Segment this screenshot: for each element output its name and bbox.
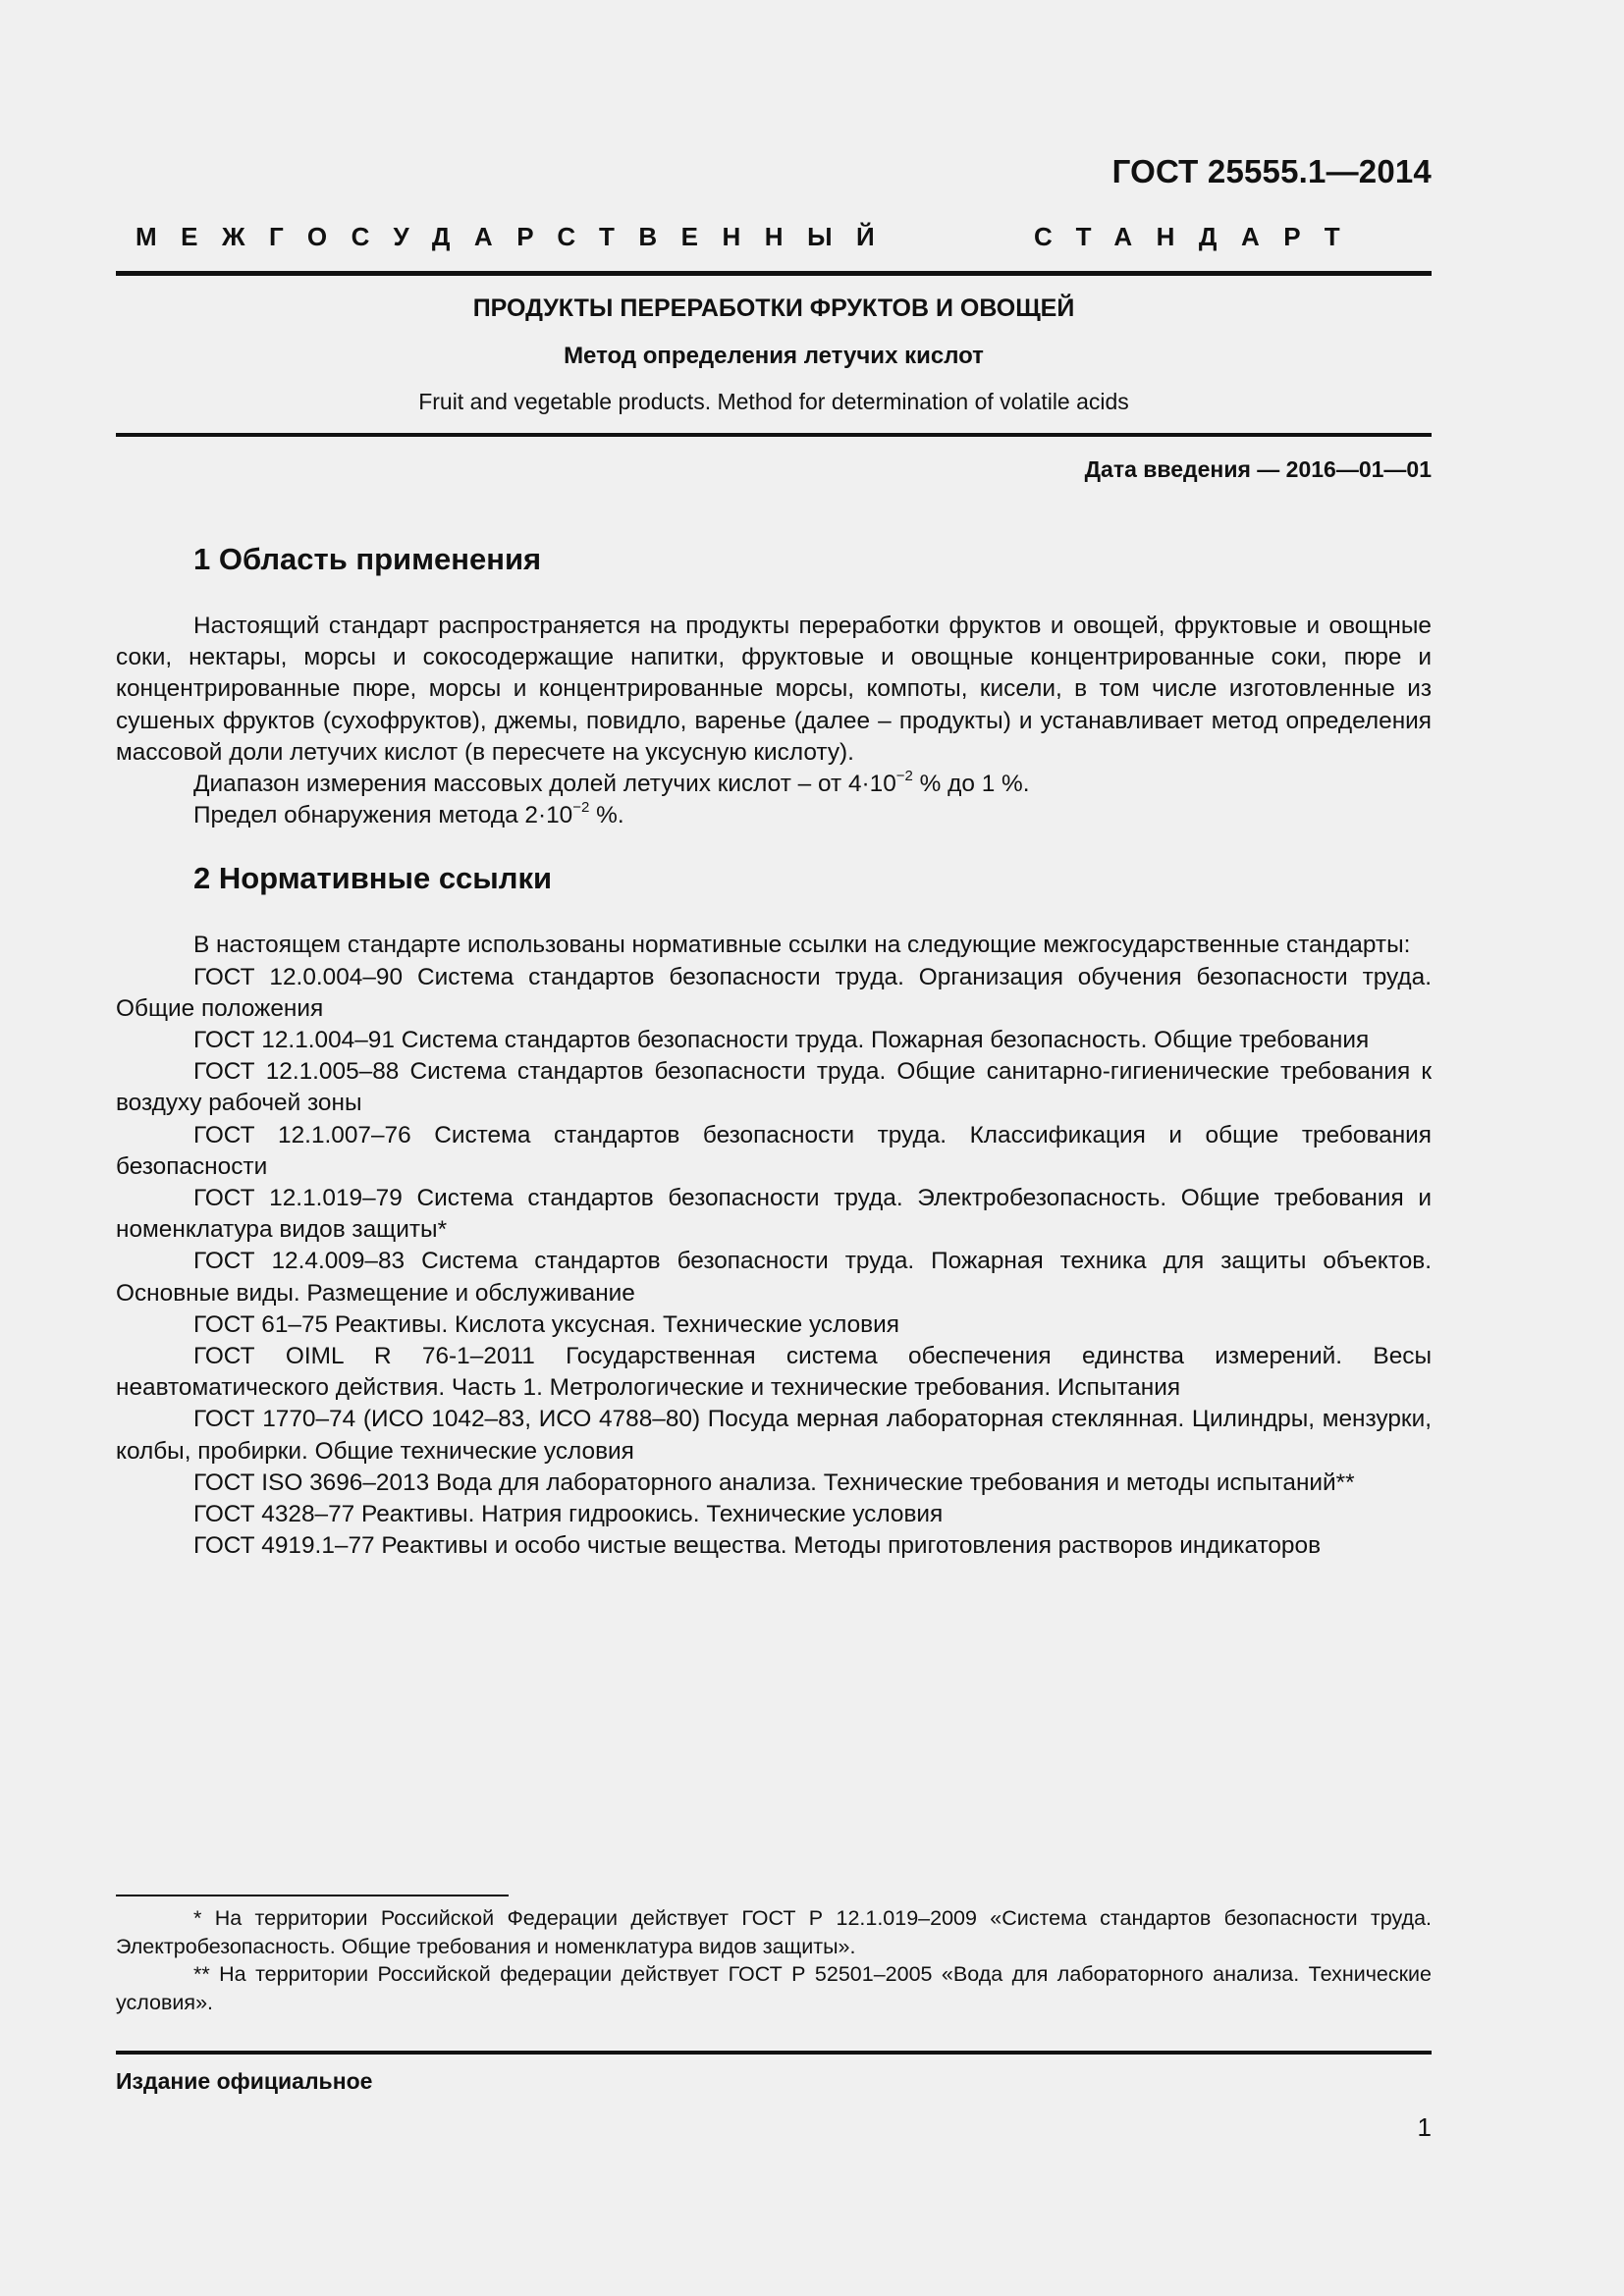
reference-item: ГОСТ ISO 3696–2013 Вода для лабораторного анализа. Технические требования и методы испытаний** [193,1468,1355,1496]
introduction-date: Дата введения — 2016—01—01 [1084,456,1432,482]
reference-item: ГОСТ 4919.1–77 Реактивы и особо чистые вещества. Методы приготовления растворов индикаторов [193,1532,1322,1560]
measurement-range: Диапазон измерения массовых долей летучих кислот – от $4\cdot 10^{-2}$ % до 1 %. [193,767,1030,798]
document-subtitle: Метод определения летучих кислот [564,343,984,369]
standard-word: СТАНДАРТ [1034,222,1365,251]
document-title: ПРОДУКТЫ ПЕРЕРАБОТКИ ФРУКТОВ И ОВОЩЕЙ [472,294,1075,322]
footer-rule [116,2051,1432,2055]
reference-item: ГОСТ 12.0.004–90 Система стандартов безопасности труда. Организация обучения безопасности труда. Общие положения [116,963,1432,1022]
references-intro: В настоящем стандарте использованы нормативные ссылки на следующие межгосударственные стандарты: [193,932,1411,959]
footnotes [116,1904,1432,2016]
reference-item: ГОСТ 4328–77 Реактивы. Натрия гидроокись. Технические условия [193,1501,944,1528]
footnote-item: ** На территории Российской федерации действует ГОСТ Р 52501–2005 «Вода для лабораторного анализа. Технические условия». [116,1962,1432,2014]
scope-paragraph: Настоящий стандарт распространяется на продукты переработки фруктов и овощей, фруктовые и овощные соки, нектары, морсы и сокосодержащие напитки, фруктовые и овощные концентрированные соки, пюре и концентрированные пюре, морсы и концентрированные морсы, компоты, кисели, в том числе изготовленные из сушеных фруктов (сухофруктов), джемы, повидло, варенье (далее – продукты) и устанавливает метод определения массовой доли летучих кислот (в пересчете на уксусную кислоту). [116,613,1432,766]
footnote-item: * На территории Российской Федерации действует ГОСТ Р 12.1.019–2009 «Система стандартов безопасности труда. Электробезопасность. Общие требования и номенклатура видов защиты». [116,1906,1432,1958]
reference-item: ГОСТ 1770–74 (ИСО 1042–83, ИСО 4788–80) Посуда мерная лабораторная стеклянная. Цилиндры, мензурки, колбы, пробирки. Общие технические условия [116,1406,1432,1465]
reference-item: ГОСТ 61–75 Реактивы. Кислота уксусная. Технические условия [193,1310,899,1338]
section-1-heading: 1 Область применения [193,542,542,576]
section-2-heading: 2 Нормативные ссылки [193,861,553,896]
title-rule [116,433,1432,437]
english-title: Fruit and vegetable products. Method for determination of volatile acids [418,389,1129,414]
edition-label: Издание официальное [116,2068,373,2094]
footnote-separator [116,1895,509,1896]
reference-item: ГОСТ OIML R 76-1–2011 Государственная система обеспечения единства измерений. Весы неавтоматического действия. Часть 1. Метрологические и технические требования. Испытания [116,1343,1432,1402]
reference-item: ГОСТ 12.1.005–88 Система стандартов безопасности труда. Общие санитарно-гигиенические требования к воздуху рабочей зоны [116,1058,1432,1117]
interstate-word: МЕЖГОСУДАРСТВЕННЫЙ [135,222,899,251]
header-rule [116,271,1432,276]
reference-item: ГОСТ 12.1.019–79 Система стандартов безопасности труда. Электробезопасность. Общие требования и номенклатура видов защиты* [116,1185,1432,1244]
reference-item: ГОСТ 12.1.004–91 Система стандартов безопасности труда. Пожарная безопасность. Общие требования [193,1027,1370,1054]
reference-item: ГОСТ 12.1.007–76 Система стандартов безопасности труда. Классификация и общие требования безопасности [116,1121,1432,1180]
reference-item: ГОСТ 12.4.009–83 Система стандартов безопасности труда. Пожарная техника для защиты объектов. Основные виды. Размещение и обслуживание [116,1248,1432,1307]
standard-number: ГОСТ 25555.1—2014 [1111,153,1432,189]
document-page [116,0,1432,2296]
main-content [116,542,1432,1562]
detection-limit: Предел обнаружения метода $2\cdot 10^{-2}$ %. [193,799,624,829]
page-number: 1 [1417,2112,1432,2142]
